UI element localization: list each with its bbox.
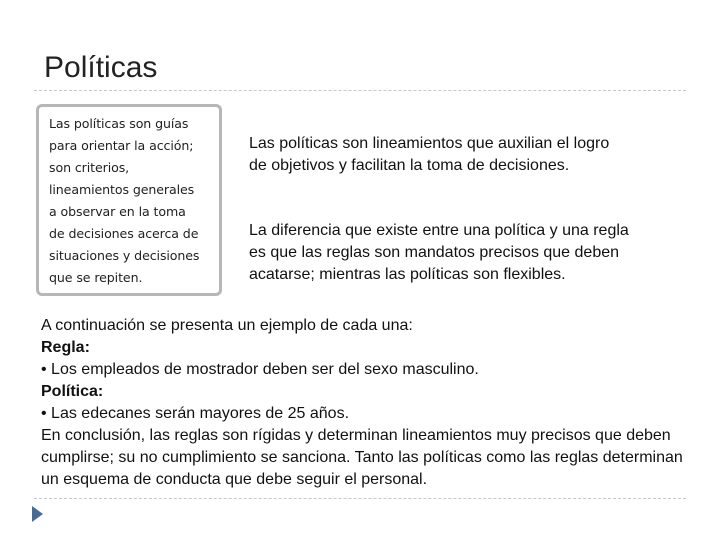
callout-line: de decisiones acerca de bbox=[49, 226, 199, 241]
policies-paragraph: Las políticas son lineamientos que auxilian el logro de objetivos y facilitan la toma de decisiones. bbox=[249, 135, 610, 174]
rule-heading: Regla: bbox=[41, 339, 90, 356]
title-divider bbox=[34, 90, 686, 91]
footer-divider bbox=[34, 498, 686, 499]
callout-line: que se repiten. bbox=[49, 270, 143, 285]
examples-section bbox=[41, 315, 701, 491]
difference-paragraph: La diferencia que existe entre una política y una regla es que las reglas son mandatos precisos que deben acatarse; mientras las políticas son flexibles. bbox=[249, 222, 629, 283]
slide-title: Políticas bbox=[44, 51, 158, 84]
callout-line: Las políticas son guías bbox=[49, 116, 189, 131]
callout-line: lineamientos generales bbox=[49, 182, 195, 197]
callout-line: situaciones y decisiones bbox=[49, 248, 200, 263]
callout-line: son criterios, bbox=[49, 160, 130, 175]
rule-example: • Los empleados de mostrador deben ser del sexo masculino. bbox=[41, 361, 479, 378]
definition-callout bbox=[36, 104, 222, 296]
policy-heading: Política: bbox=[41, 383, 104, 400]
callout-line: a observar en la toma bbox=[49, 204, 186, 219]
callout-line: para orientar la acción; bbox=[49, 138, 194, 153]
examples-intro: A continuación se presenta un ejemplo de cada una: bbox=[41, 317, 413, 334]
next-slide-arrow-icon[interactable] bbox=[32, 506, 43, 522]
conclusion-text: En conclusión, las reglas son rígidas y determinan lineamientos muy precisos que deben cumplirse; su no cumplimiento se sanciona. Tanto las políticas como las reglas determinan un esquema de conducta que debe seguir el personal. bbox=[41, 427, 683, 488]
policy-example: • Las edecanes serán mayores de 25 años. bbox=[41, 405, 350, 422]
